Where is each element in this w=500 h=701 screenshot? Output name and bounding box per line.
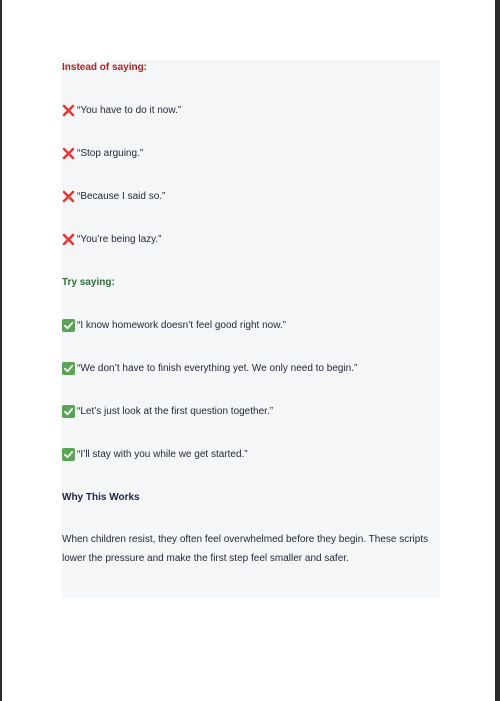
- instead-item-3: [62, 190, 437, 202]
- try-item-text: “We don’t have to finish everything yet. We only need to begin.”: [77, 362, 358, 374]
- cross-mark-icon: [62, 147, 75, 160]
- why-heading: Why This Works: [62, 491, 140, 503]
- instead-item-text: “Stop arguing.”: [77, 147, 144, 159]
- why-paragraph: When children resist, they often feel overwhelmed before they begin. These scripts lower the pressure and make the first step feel smaller and safer.: [62, 534, 429, 564]
- instead-item-1: [62, 104, 437, 116]
- try-item-text: “Let’s just look at the first question together.”: [77, 405, 274, 417]
- try-item-text: “I know homework doesn’t feel good right now.”: [77, 319, 286, 331]
- check-mark-icon: [62, 405, 75, 418]
- try-item-1: [62, 319, 437, 331]
- instead-item-2: [62, 147, 437, 159]
- instead-item-4: [62, 233, 437, 245]
- instead-item-text: “You have to do it now.”: [77, 104, 182, 116]
- instead-item-text: “Because I said so.”: [77, 190, 166, 202]
- try-heading: Try saying:: [62, 276, 115, 288]
- try-item-3: [62, 405, 437, 417]
- check-mark-icon: [62, 362, 75, 375]
- check-mark-icon: [62, 319, 75, 332]
- try-item-2: [62, 362, 437, 374]
- try-item-4: [62, 448, 437, 460]
- instead-item-text: “You’re being lazy.”: [77, 233, 162, 245]
- instead-heading: Instead of saying:: [62, 61, 148, 73]
- cross-mark-icon: [62, 104, 75, 117]
- check-mark-icon: [62, 448, 75, 461]
- cross-mark-icon: [62, 233, 75, 246]
- document-content: [62, 61, 437, 568]
- document-page: [2, 0, 495, 701]
- cross-mark-icon: [62, 190, 75, 203]
- try-item-text: “I’ll stay with you while we get started.”: [77, 448, 248, 460]
